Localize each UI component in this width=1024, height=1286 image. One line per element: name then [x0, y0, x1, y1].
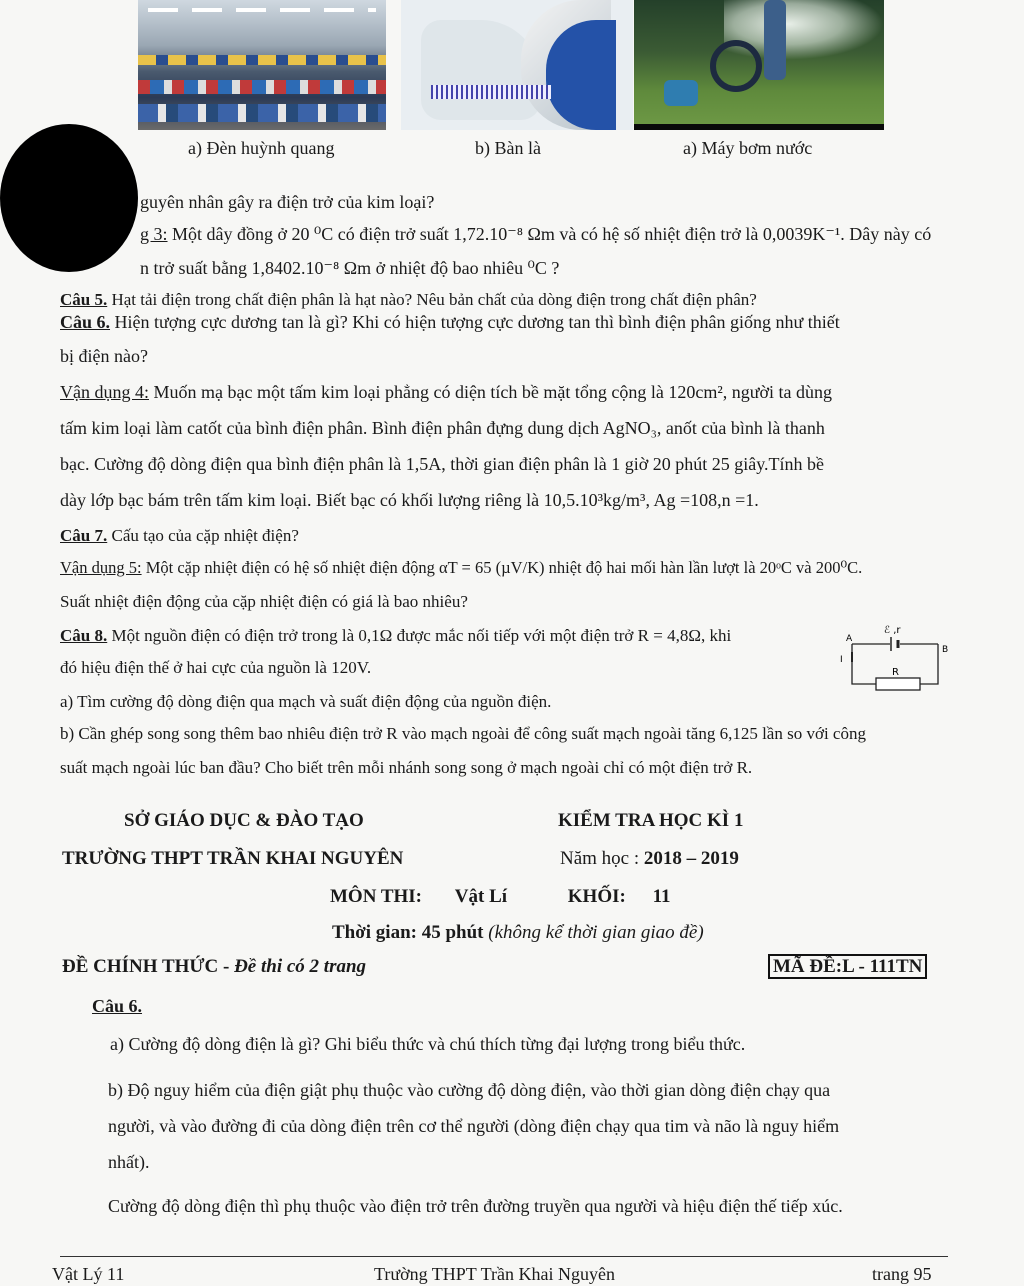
footer-school: Trường THPT Trần Khai Nguyên: [374, 1264, 615, 1284]
exam-code-value: MÃ ĐỀ:L - 111TN: [768, 954, 927, 979]
question-label: g 3:: [140, 224, 168, 244]
question-7: [60, 524, 299, 548]
pages-note: Đề thi có 2 trang: [234, 956, 367, 977]
question-line: a) Tìm cường độ dòng điện qua mạch và suất điện động của nguồn điện.: [60, 692, 552, 711]
time-label: Thời gian: 45 phút: [332, 922, 489, 943]
photo-water-pump: [634, 0, 884, 130]
question-line: Suất nhiệt điện động của cặp nhiệt điện có giá là bao nhiêu?: [60, 592, 468, 611]
grade-value: 11: [652, 886, 671, 907]
exam-code: [768, 956, 927, 978]
question-text: Một nguồn điện có điện trở trong là 0,1Ω được mắc nối tiếp với một điện trở R = 4,8Ω, khi: [107, 626, 732, 645]
question-label: Vận dụng 4:: [60, 382, 149, 402]
grade-label: KHỐI:: [567, 886, 626, 907]
header-time: [332, 922, 704, 944]
answer-line: a) Cường độ dòng điện là gì? Ghi biểu thức và chú thích từng đại lượng trong biểu thức.: [110, 1034, 746, 1054]
question-label: Câu 7.: [60, 526, 108, 545]
caption-fluorescent-lamp: a) Đèn huỳnh quang: [188, 138, 335, 158]
header-department: SỞ GIÁO DỤC & ĐÀO TẠO: [124, 810, 364, 831]
question-text: Một dây đồng ở 20 ⁰C có điện trở suất 1,72.10⁻⁸ Ωm và có hệ số nhiệt điện trở là 0,0039K⁻¹. Dây này có: [167, 224, 932, 244]
question-line: dày lớp bạc bám trên tấm kim loại. Biết bạc có khối lượng riêng là 10,5.10³kg/m³, Ag =108,n =1.: [60, 490, 759, 510]
header-year: [560, 848, 739, 870]
photo-store-lights: [138, 0, 386, 130]
footer-page-number: trang 95: [872, 1264, 932, 1284]
question-text: Hiện tượng cực dương tan là gì? Khi có hiện tượng cực dương tan thì bình điện phân giống như thiết: [110, 312, 840, 332]
answer-line: người, và vào đường đi của dòng điện trên cơ thể người (dòng điện chạy qua tim và não là nguy hiểm: [108, 1116, 840, 1136]
circuit-label-i: I: [840, 655, 843, 665]
circuit-label-r: R: [892, 667, 899, 678]
photo-iron: [401, 0, 633, 130]
answer-line: b) Độ nguy hiểm của điện giật phụ thuộc vào cường độ dòng điện, vào thời gian dòng điện chạy qua: [108, 1080, 831, 1100]
time-note: (không kể thời gian giao đề): [488, 922, 704, 943]
question-label: Câu 5.: [60, 290, 108, 309]
answer-title: Câu 6.: [92, 996, 143, 1016]
caption-iron: b) Bàn là: [475, 138, 541, 158]
official-label: ĐỀ CHÍNH THỨC -: [62, 956, 235, 977]
subject-value: Vật Lí: [454, 886, 508, 907]
subject-label: MÔN THI:: [330, 886, 423, 907]
question-line: đó hiệu điện thế ở hai cực của nguồn là 120V.: [60, 658, 372, 677]
question-label: Câu 6.: [60, 312, 111, 332]
footer-rule: [60, 1256, 948, 1257]
question-line: tấm kim loại làm catốt của bình điện phân. Bình điện phân đựng dung dịch AgNO₃, anốt của bình là thanh: [60, 418, 825, 438]
question-line: bạc. Cường độ dòng điện qua bình điện phân là 1,5A, thời gian điện phân là 1 giờ 20 phút 25 giây.Tính bề: [60, 454, 825, 474]
circuit-label-source: ℰ ,r: [884, 625, 901, 636]
question-line: bị điện nào?: [60, 346, 148, 366]
question-label: Vận dụng 5:: [60, 558, 142, 577]
question-line: suất mạch ngoài lúc ban đầu? Cho biết trên mỗi nhánh song song ở mạch ngoài chỉ có một điện trở R.: [60, 758, 753, 777]
question-line: b) Cần ghép song song thêm bao nhiêu điện trở R vào mạch ngoài để công suất mạch ngoài tăng 6,125 lần so với công: [60, 724, 866, 743]
question-line: [140, 222, 931, 246]
answer-line: Cường độ dòng điện thì phụ thuộc vào điện trở trên đường truyền qua người và hiệu điện thế tiếp xúc.: [108, 1196, 843, 1216]
header-official: [62, 956, 366, 978]
question-label: Câu 8.: [60, 626, 108, 645]
apply-5: [60, 556, 862, 580]
year-value: 2018 – 2019: [643, 848, 739, 869]
question-line: n trở suất bằng 1,8402.10⁻⁸ Ωm ở nhiệt độ bao nhiêu ⁰C ?: [140, 258, 560, 278]
year-label: Năm học :: [560, 848, 644, 869]
question-5: [60, 288, 757, 312]
question-line: guyên nhân gây ra điện trở của kim loại?: [140, 192, 435, 212]
question-text: Một cặp nhiệt điện có hệ số nhiệt điện động αT = 65 (µV/K) nhiệt độ hai mối hàn lần lượt là 20ᵒC và 200⁰C.: [141, 558, 863, 577]
question-6: [60, 310, 840, 334]
header-school: TRƯỜNG THPT TRẦN KHAI NGUYÊN: [62, 848, 404, 869]
answer-line: nhất).: [108, 1152, 150, 1172]
black-circle-overlay: [0, 124, 138, 272]
circuit-label-a: A: [846, 634, 853, 644]
circuit-label-b: B: [942, 645, 949, 655]
circuit-diagram: [836, 622, 960, 694]
question-text: Muốn mạ bạc một tấm kim loại phẳng có diện tích bề mặt tổng cộng là 120cm², người ta dùng: [149, 382, 833, 402]
header-subject: [330, 886, 671, 908]
question-text: Hạt tải điện trong chất điện phân là hạt nào? Nêu bản chất của dòng điện trong chất điện phân?: [107, 290, 757, 309]
caption-water-pump: a) Máy bơm nước: [683, 138, 813, 158]
header-exam-title: KIỂM TRA HỌC KÌ 1: [558, 810, 744, 831]
resistor: [876, 678, 920, 690]
question-text: Cấu tạo của cặp nhiệt điện?: [107, 526, 299, 545]
apply-4: [60, 380, 832, 404]
footer-subject: Vật Lý 11: [52, 1264, 125, 1284]
question-8: [60, 624, 731, 648]
